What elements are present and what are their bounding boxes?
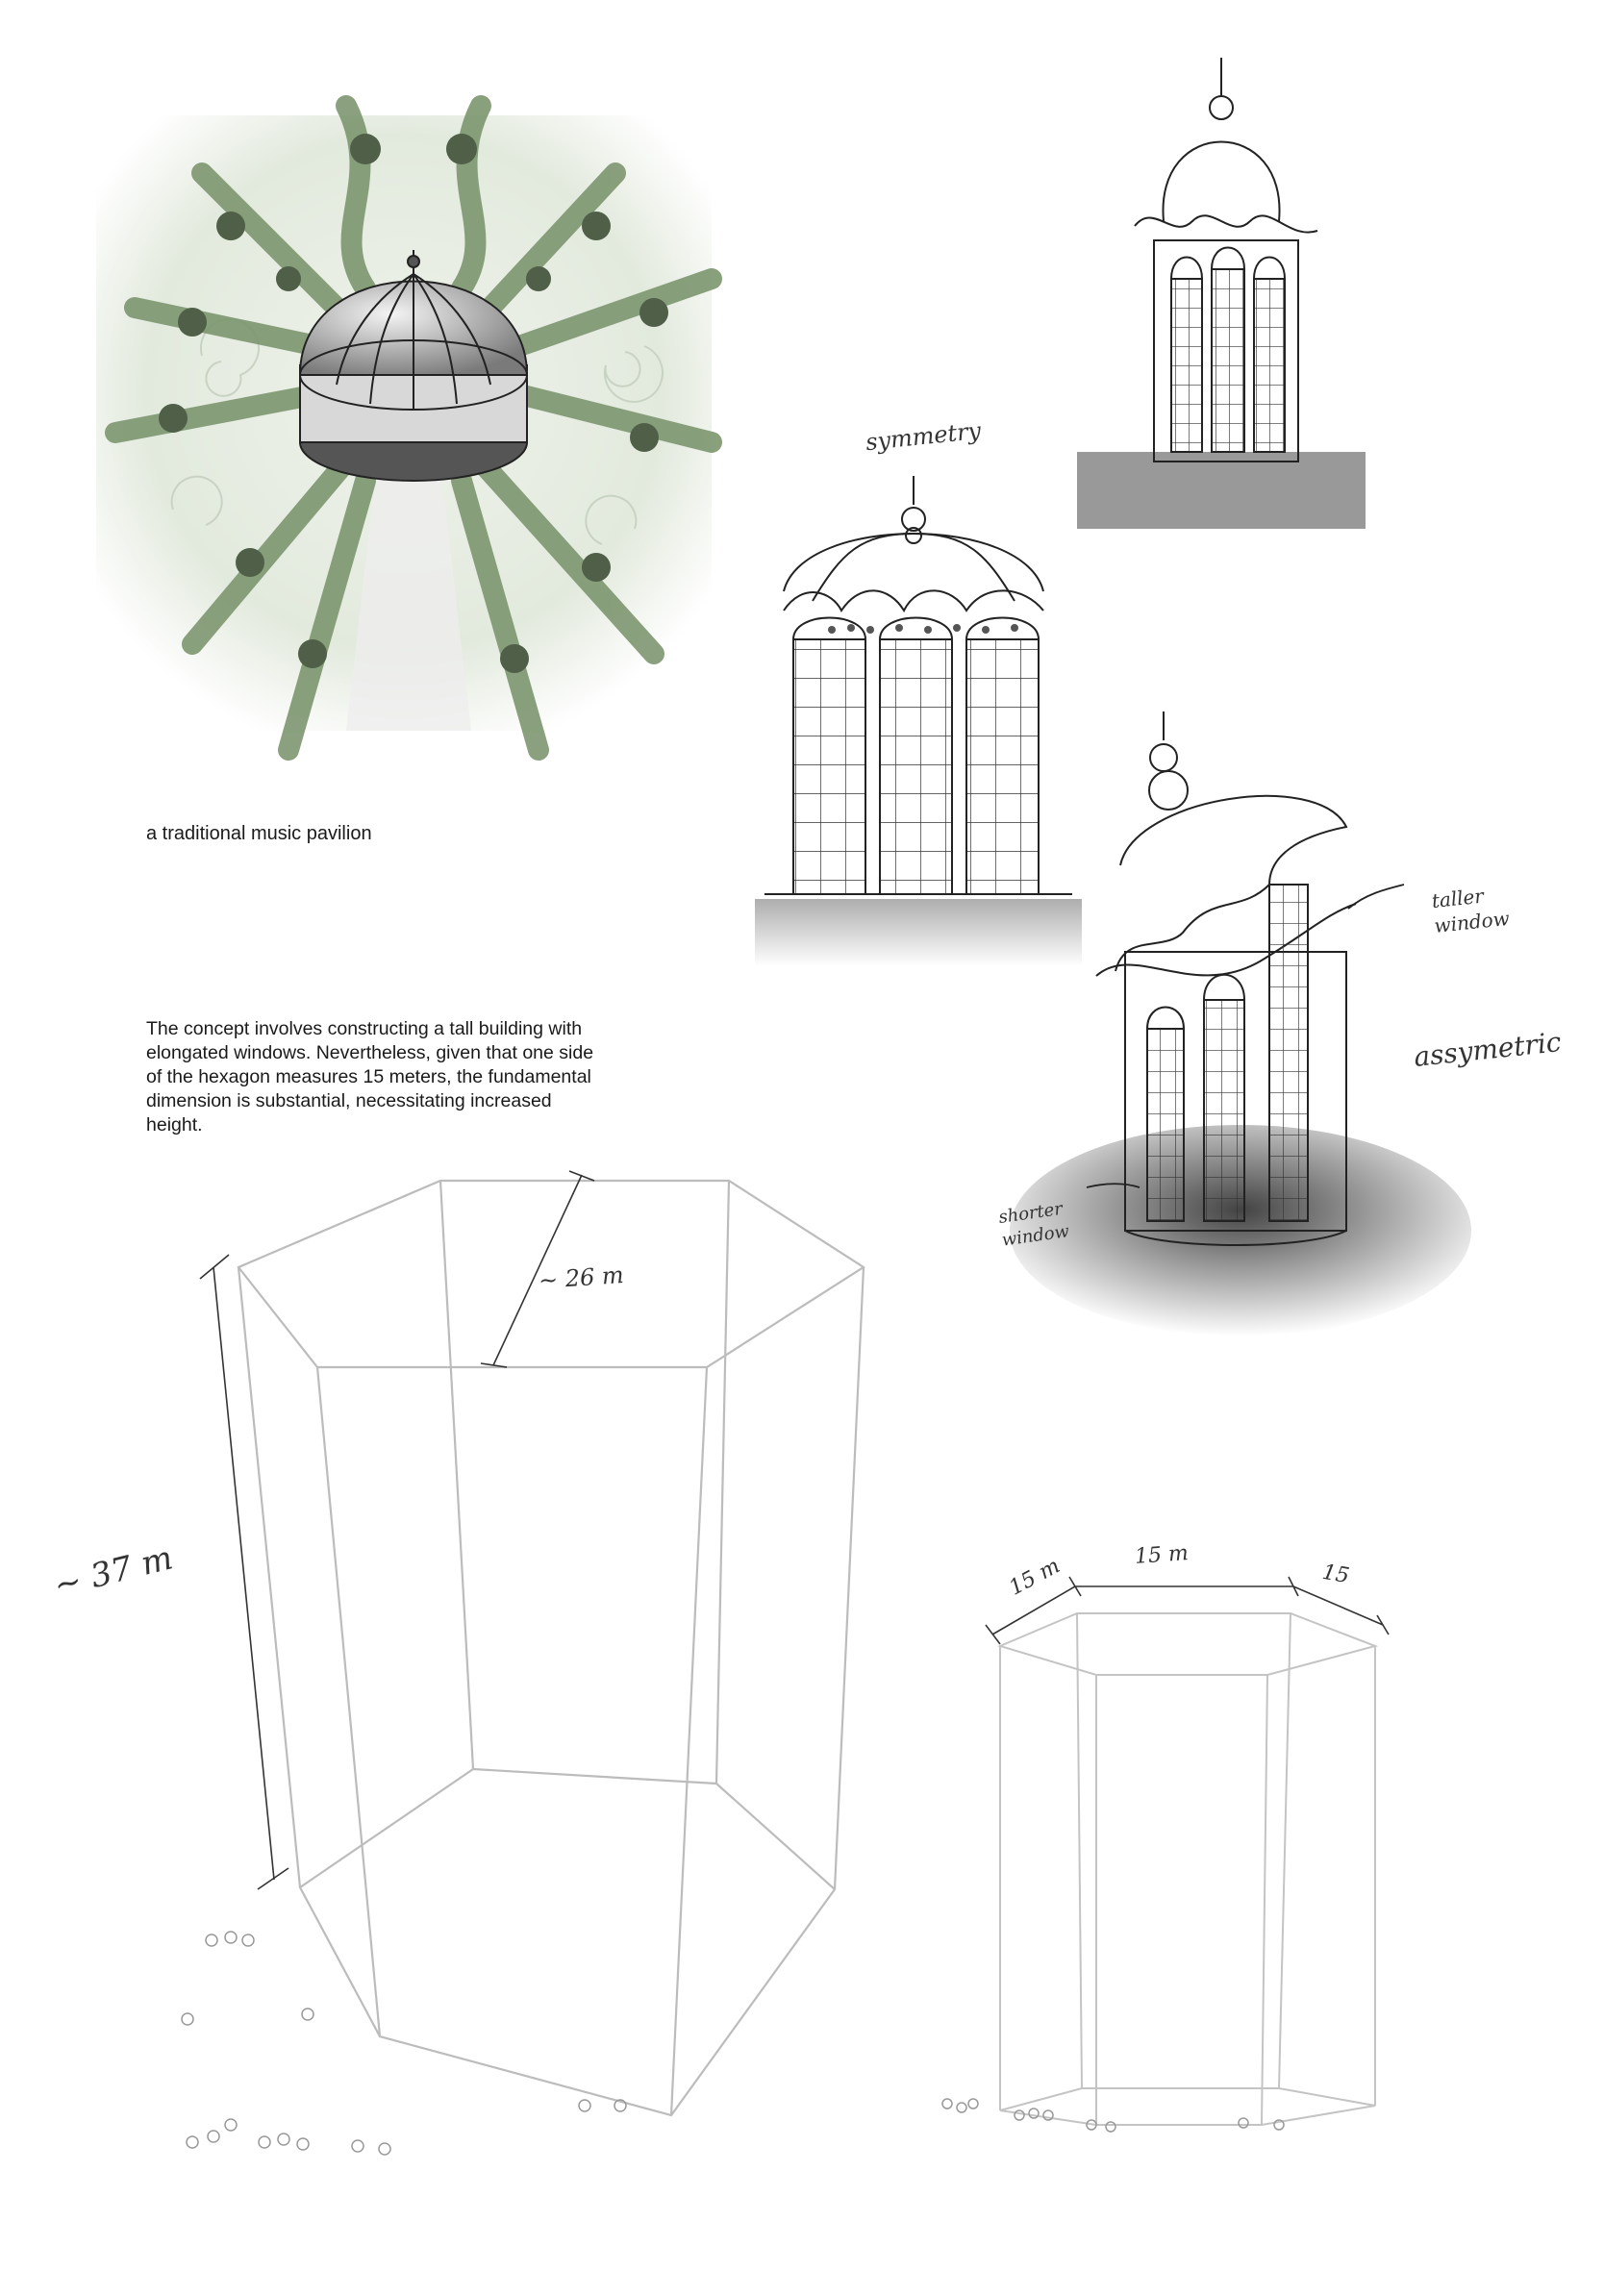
dimension-lines [986, 1577, 1389, 1644]
concept-line: dimension is substantial, necessitating increased [146, 1090, 552, 1111]
asymmetric-label: assymetric [1412, 1026, 1563, 1073]
pavilion-caption: a traditional music pavilion [146, 823, 372, 844]
side-dimension-label-3: 15 [1320, 1560, 1351, 1589]
concept-line: of the hexagon measures 15 meters, the fundamental [146, 1066, 591, 1087]
side-dimension-label-1: 15 m [1005, 1554, 1065, 1601]
concept-line: The concept involves constructing a tall building with [146, 1018, 583, 1039]
height-dimension-label: ~ 37 m [50, 1538, 177, 1606]
concept-line: elongated windows. Nevertheless, given that one side [146, 1042, 594, 1063]
concept-line: height. [146, 1114, 203, 1136]
scale-figures [942, 2099, 1284, 2132]
side-dimension-label-2: 15 m [1134, 1541, 1190, 1569]
taller-window-label: taller window [1430, 884, 1511, 937]
symmetry-label: symmetry [864, 416, 983, 457]
shorter-window-label: shorter window [997, 1198, 1071, 1251]
diagonal-dimension-label: ~ 26 m [538, 1260, 625, 1295]
